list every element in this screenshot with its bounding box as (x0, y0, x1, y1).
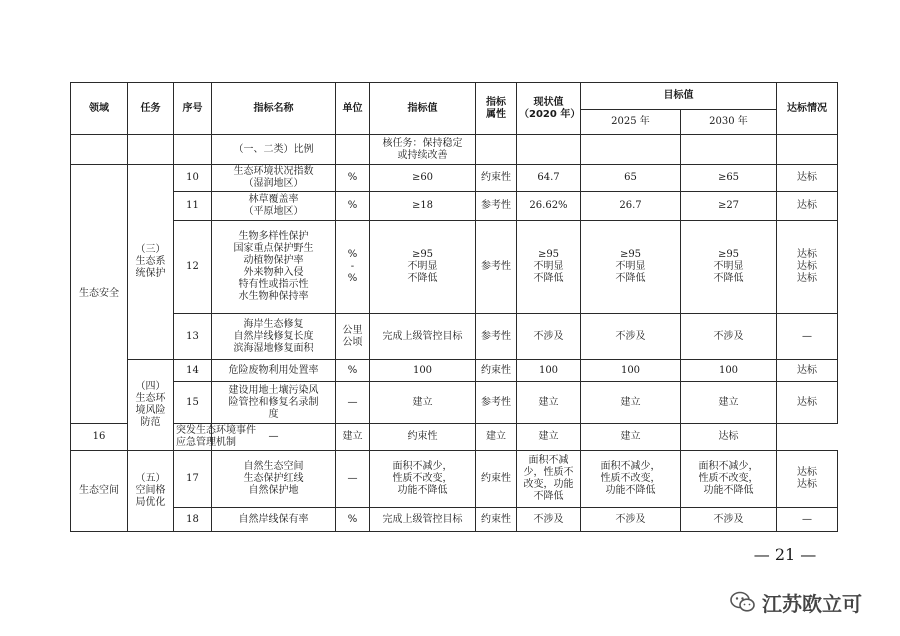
cell-unit (336, 508, 370, 532)
cell-value (370, 221, 476, 314)
cell-2025 (581, 314, 681, 360)
text-line: — (802, 330, 812, 342)
cell-attr: 参考性 (476, 382, 517, 424)
table-row (71, 192, 838, 221)
text-line: 达标 (797, 364, 817, 376)
text-line: 不降低 (615, 273, 646, 284)
cell-2030 (681, 451, 777, 508)
text-line: 面积不减少， (698, 461, 759, 472)
text-line: 林草覆盖率 (248, 194, 299, 205)
text-line: — (802, 513, 812, 525)
cell-2025 (581, 360, 681, 382)
text-line: ≥18 (411, 200, 434, 211)
cell-indicator (212, 192, 336, 221)
cell-achieve (777, 451, 838, 508)
text-line: 特有性或指示性 (238, 279, 309, 290)
cell-attr: 约束性 (476, 508, 517, 532)
cell-achieve (777, 508, 838, 532)
cell-indicator (212, 508, 336, 532)
cell-achieve (777, 221, 838, 314)
table-row (71, 382, 838, 424)
text-line: 达标 (797, 396, 817, 408)
cell-unit (336, 360, 370, 382)
cell-no: 18 (174, 508, 212, 532)
indicator-table (70, 82, 838, 532)
cell-2030 (681, 314, 777, 360)
cell-value (370, 451, 476, 508)
text-line: % (347, 273, 358, 284)
header-indicator: 指标名称 (212, 83, 336, 135)
text-line: 100 (538, 364, 559, 376)
table-row (71, 221, 838, 314)
text-line: 生态系 (135, 256, 166, 267)
text-line: 空间格 (135, 485, 166, 496)
text-line: 建设用地土壤污染风 (228, 384, 319, 396)
cell-unit (336, 382, 370, 424)
text-line: 不涉及 (533, 330, 564, 342)
text-line: 不涉及 (713, 330, 744, 342)
text-line: （平原地区） (243, 206, 304, 217)
cell-unit (336, 165, 370, 192)
domain-safety: 生态安全 (71, 165, 128, 424)
text-line: — (347, 396, 358, 408)
text-line: 境风险 (135, 405, 166, 416)
text-line: 功能不降低 (397, 485, 448, 496)
header-2025: 2025 年 (581, 110, 681, 135)
text-line: 建立 (486, 431, 506, 442)
text-line: 自然岸线保有率 (238, 513, 309, 525)
text-line: 滨海湿地修复面积 (233, 342, 314, 354)
text-line: 防范 (140, 417, 161, 428)
text-line: 26.7 (619, 200, 642, 211)
text-line: 达标 (797, 200, 817, 211)
text-line: - (350, 261, 355, 272)
text-line: 达标 (797, 479, 817, 490)
cell-no: 15 (174, 382, 212, 424)
text-line: 生态环 (135, 393, 166, 404)
text-line: 建立 (718, 396, 739, 408)
task-risk-prevention (128, 360, 174, 451)
header-task: 任务 (128, 83, 174, 135)
text-line: （一、二类）比例 (233, 143, 314, 155)
header-target: 目标值 (581, 83, 777, 110)
cell-indicator (212, 165, 336, 192)
text-line: 性质不改变， (392, 473, 453, 484)
cell-status (517, 451, 581, 508)
watermark-text: 江苏欧立可 (762, 591, 862, 616)
cell-no: 16 (71, 424, 128, 451)
text-line: 不涉及 (615, 330, 646, 342)
text-line: 面积不减 (528, 455, 569, 466)
cell-status (517, 165, 581, 192)
cell-2030 (681, 360, 777, 382)
cell-no: 11 (174, 192, 212, 221)
text-line: 不涉及 (615, 513, 646, 525)
cell-achieve (777, 192, 838, 221)
table-row (71, 424, 838, 451)
header-index-value: 指标值 (370, 83, 476, 135)
text-line: 核任务：保持稳定 (382, 137, 463, 149)
cell-indicator (212, 360, 336, 382)
cell-attr: 参考性 (476, 192, 517, 221)
text-line: 局优化 (135, 497, 166, 508)
text-line: （2020 年） (519, 108, 581, 120)
cell-2025 (517, 424, 581, 451)
text-line: % (347, 364, 358, 376)
text-line: ≥60 (411, 172, 434, 183)
table-row (71, 360, 838, 382)
text-line: ≥65 (717, 172, 740, 183)
table-row (71, 165, 838, 192)
text-line: % (347, 513, 358, 525)
cell-status (476, 424, 517, 451)
text-line: 达标 (797, 172, 817, 183)
cell-2030 (681, 165, 777, 192)
cell-value (370, 508, 476, 532)
cell-unit (336, 221, 370, 314)
header-row (71, 83, 838, 110)
cell-indicator (212, 314, 336, 360)
cell-attr: 参考性 (476, 314, 517, 360)
text-line: ≥95 (537, 249, 560, 260)
table-row (71, 451, 838, 508)
cell-unit (336, 192, 370, 221)
table-row (71, 508, 838, 532)
cell-attr: 约束性 (476, 360, 517, 382)
cell-indicator (212, 135, 336, 165)
watermark (728, 587, 878, 617)
cell-indicator (212, 382, 336, 424)
domain-space: 生态空间 (71, 451, 128, 532)
wechat-icon (728, 587, 758, 617)
cell-2025 (581, 451, 681, 508)
text-line: 达标 (797, 261, 817, 272)
text-line: 不降低 (533, 273, 564, 284)
cell-attr: 约束性 (370, 424, 476, 451)
text-line: 性质不改变， (698, 473, 759, 484)
cell-2030 (681, 221, 777, 314)
cell-2025 (581, 192, 681, 221)
cell-value (370, 192, 476, 221)
cell-no: 14 (174, 360, 212, 382)
header-status (517, 83, 581, 135)
text-line: 外来物种入侵 (243, 267, 304, 278)
text-line: 面积不减少， (600, 461, 661, 472)
text-line: 海岸生态修复 (243, 318, 304, 330)
cell-no: 12 (174, 221, 212, 314)
text-line: 不涉及 (713, 513, 744, 525)
text-line: 不明显 (407, 261, 438, 272)
table-row (71, 135, 838, 165)
cell-unit (336, 314, 370, 360)
text-line: 完成上级管控目标 (382, 513, 463, 525)
text-line: 不降低 (533, 491, 564, 502)
text-line: 26.62% (529, 200, 568, 211)
text-line: 建立 (538, 431, 559, 442)
text-line: 应急管理机制 (176, 437, 236, 448)
header-no: 序号 (174, 83, 212, 135)
text-line: 现状值 (533, 96, 564, 108)
text-line: 指标 (486, 96, 506, 108)
text-line: 建立 (620, 396, 641, 408)
cell-no: 17 (174, 451, 212, 508)
text-line: 不明显 (533, 261, 564, 272)
cell-value (370, 382, 476, 424)
text-line: （三） (135, 244, 166, 255)
text-line: ≥95 (717, 249, 740, 260)
cell-2025 (581, 382, 681, 424)
cell-2025 (581, 508, 681, 532)
cell-indicator (174, 424, 256, 451)
text-line: 100 (412, 364, 433, 376)
cell-no: 10 (174, 165, 212, 192)
text-line: 功能不降低 (703, 485, 754, 496)
text-line: 建立 (342, 431, 363, 442)
text-line: 不降低 (407, 273, 438, 284)
text-line: 建立 (412, 396, 433, 408)
header-domain: 领域 (71, 83, 128, 135)
text-line: 不明显 (615, 261, 646, 272)
text-line: — (347, 473, 358, 484)
text-line: 自然保护地 (248, 485, 299, 496)
task-ecosystem-protection (128, 165, 174, 360)
text-line: 生态保护红线 (243, 473, 304, 484)
cell-achieve (777, 360, 838, 382)
text-line: 完成上级管控目标 (382, 330, 463, 342)
cell-achieve (777, 382, 838, 424)
cell-attr: 约束性 (476, 451, 517, 508)
cell-2030 (681, 192, 777, 221)
cell-unit (336, 451, 370, 508)
text-line: （四） (135, 381, 166, 392)
header-attr (476, 83, 517, 135)
cell-value (336, 424, 370, 451)
text-line: 生态环境状况指数 (233, 166, 314, 177)
text-line: 公顷 (342, 336, 363, 348)
text-line: 100 (718, 364, 739, 376)
text-line: 建立 (538, 396, 559, 408)
cell-attr: 约束性 (476, 165, 517, 192)
cell-attr: 参考性 (476, 221, 517, 314)
cell-2025 (581, 221, 681, 314)
cell-value (370, 360, 476, 382)
text-line: 危险废物利用处置率 (228, 364, 319, 376)
text-line: 64.7 (537, 172, 560, 183)
text-line: 自然生态空间 (243, 461, 304, 472)
cell-indicator (212, 451, 336, 508)
text-line: — (268, 431, 279, 442)
text-line: 自然岸线修复长度 (233, 330, 314, 342)
text-line: 改变，功能 (523, 479, 574, 490)
text-line: 不涉及 (533, 513, 564, 525)
text-line: 达标 (718, 431, 739, 442)
text-line: 公里 (342, 324, 363, 336)
text-line: % (347, 249, 358, 260)
text-line: 国家重点保护野生 (233, 243, 314, 254)
text-line: % (347, 200, 358, 211)
cell-status (517, 221, 581, 314)
text-line: 生物多样性保护 (238, 231, 309, 242)
header-unit: 单位 (336, 83, 370, 135)
cell-status (517, 314, 581, 360)
cell-no: 13 (174, 314, 212, 360)
header-2030: 2030 年 (681, 110, 777, 135)
text-line: 不降低 (713, 273, 744, 284)
text-line: ≥95 (411, 249, 434, 260)
cell-indicator (212, 221, 336, 314)
text-line: 性质不改变， (600, 473, 661, 484)
cell-2030 (581, 424, 681, 451)
cell-achieve (681, 424, 777, 451)
text-line: 功能不降低 (605, 485, 656, 496)
text-line: % (347, 172, 358, 183)
cell-status (517, 360, 581, 382)
text-line: 动植物保护率 (243, 255, 304, 266)
text-line: 属性 (486, 108, 506, 120)
text-line: （五） (135, 473, 166, 484)
cell-achieve (777, 314, 838, 360)
text-line: 水生物种保持率 (238, 291, 309, 302)
text-line: 达标 (797, 273, 817, 284)
text-line: 不明显 (713, 261, 744, 272)
text-line: 达标 (797, 467, 817, 478)
text-line: 达标 (797, 249, 817, 260)
text-line: 统保护 (135, 268, 166, 279)
text-line: 面积不减少， (392, 461, 453, 472)
text-line: 或持续改善 (397, 149, 448, 161)
table-row (71, 314, 838, 360)
task-spatial-optimization (128, 451, 174, 532)
text-line: 少，性质不 (523, 467, 574, 478)
page-number: — 21 — (753, 545, 817, 564)
text-line: 100 (620, 364, 641, 376)
text-line: ≥27 (717, 200, 740, 211)
text-line: 65 (624, 172, 637, 183)
cell-achieve (777, 165, 838, 192)
text-line: 度 (268, 408, 279, 420)
cell-value (370, 165, 476, 192)
cell-status (517, 192, 581, 221)
header-achieve: 达标情况 (777, 83, 838, 135)
cell-value (370, 135, 476, 165)
text-line: ≥95 (619, 249, 642, 260)
text-line: 建立 (620, 431, 641, 442)
cell-2030 (681, 508, 777, 532)
text-line: （湿润地区） (243, 178, 304, 189)
cell-status (517, 508, 581, 532)
text-line: 险管控和修复名录制 (228, 396, 319, 408)
cell-status (517, 382, 581, 424)
cell-2030 (681, 382, 777, 424)
text-line: 突发生态环境事件 (176, 425, 256, 436)
cell-value (370, 314, 476, 360)
cell-2025 (581, 165, 681, 192)
